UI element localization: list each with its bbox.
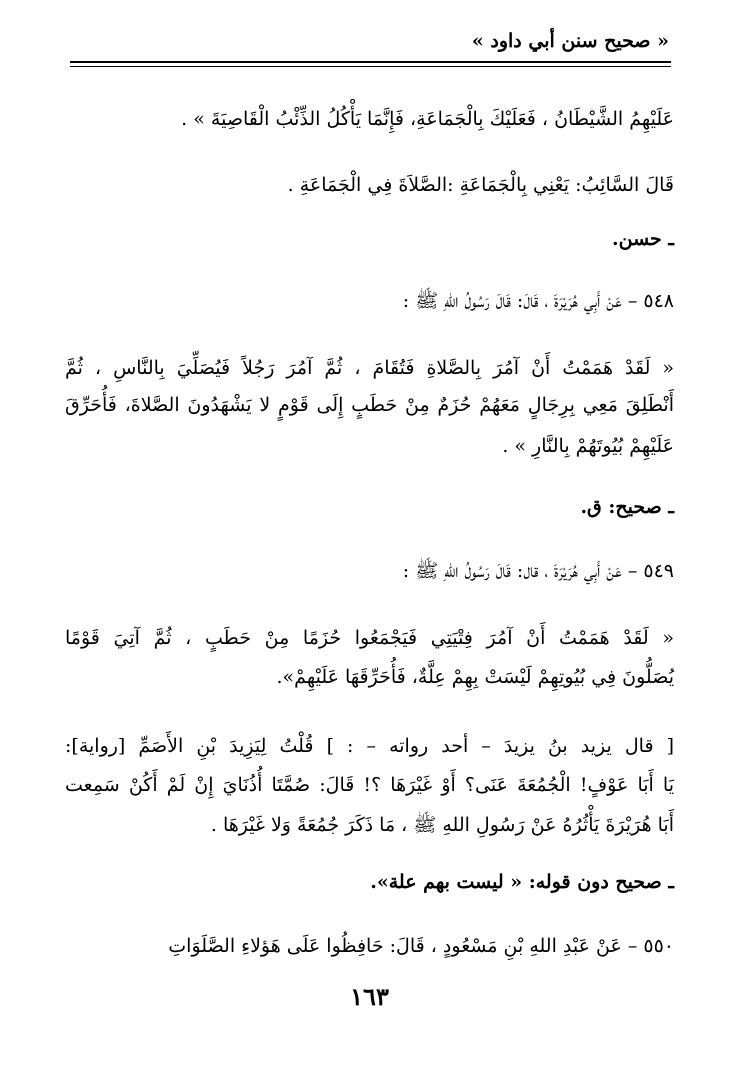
grading-line: ـ صحيح دون قوله: « ليست بهم علة».	[370, 871, 674, 893]
running-header-title: « صحيح سنن أبي داود »	[471, 30, 669, 52]
hadith-550-heading: ٥٥٠ – عَنْ عَبْدِ اللهِ بْنِ مَسْعُودٍ ، قَالَ: حَافِظُوا عَلَى هَؤلاءِ الصَّلَوَاتِ	[168, 935, 674, 957]
page-number: ١٦٣	[350, 982, 389, 1011]
text-line: « لَقَدْ هَمَمْتُ أَنْ آمُرَ بِالصَّلاةِ فَتُقَامَ ، ثُمَّ آمُرَ رَجُلاً فَيُصَلِّيَ بِالنَّاسِ ، ثُمَّ	[65, 357, 674, 379]
text-line: أَبَا هُرَيْرَةَ يَأْثُرُهُ عَنْ رَسُولِ اللهِ ﷺ ، مَا ذَكَرَ جُمُعَةً وَلا غَيْرَهَا .	[210, 814, 674, 836]
text-line: قَالَ السَّائِبُ: يَعْنِي بِالْجَمَاعَةِ :الصَّلاَةَ فِي الْجَمَاعَةِ .	[287, 174, 674, 196]
hadith-549-heading: ٥٤٩ – عَنْ أَبِي هُرَيْرَةَ ، قال: قَالَ رَسُولُ اللهِ ﷺ :	[402, 560, 674, 582]
text-line: « لَقَدْ هَمَمْتُ أَنْ آمُرَ فِتْيَتِي فَيَجْمَعُوا حُزَمًا مِنْ حَطَبٍ ، ثُمَّ آتِيَ قَوْمًا	[65, 627, 674, 649]
text-line: عَلَيْهِمْ بُيُوتَهُمْ بِالنَّارِ » .	[502, 435, 674, 457]
header-rule-thick	[70, 61, 671, 63]
grading-line: ـ صحيح: ق.	[580, 496, 674, 518]
hadith-548-heading: ٥٤٨ – عَنْ أَبِي هُرَيْرَةَ ، قَالَ: قَالَ رَسُولُ اللهِ ﷺ :	[402, 290, 674, 312]
grading-line: ـ حسن.	[612, 228, 674, 250]
header-rule-thin	[70, 66, 671, 67]
text-line: عَلَيْهِمُ الشَّيْطَانُ ، فَعَلَيْكَ بِالْجَمَاعَةِ، فَإِنَّمَا يَأْكُلُ الذِّئْبُ الْقَاصِيَةَ » .	[181, 108, 674, 130]
text-line: [ قال يزيد بنُ يزيدَ – أحد رواته – : ] قُلْتُ لِيَزِيدَ بْنِ الأَصَمِّ [رواية]:	[65, 735, 674, 757]
text-line: يُصَلُّونَ فِي بُيُوتِهِمْ لَيْسَتْ بِهِمْ عِلَّةٌ، فَأُحَرِّقَهَا عَلَيْهِمْ».	[276, 666, 674, 688]
text-line: أَنْطَلِقَ مَعِي بِرِجَالٍ مَعَهُمْ حُزَمٌ مِنْ حَطَبٍ إِلَى قَوْمٍ لا يَشْهَدُونَ الصَّلاةَ، فَأُحَرِّقَ	[65, 394, 674, 416]
text-line: يَا أَبَا عَوْفٍ! الْجُمُعَةَ عَنَى؟ أَوْ غَيْرَهَا ؟! قَالَ: صُمَّتَا أُذُنَايَ إِنْ لَمْ أَكُنْ سَمِعت	[65, 774, 674, 796]
